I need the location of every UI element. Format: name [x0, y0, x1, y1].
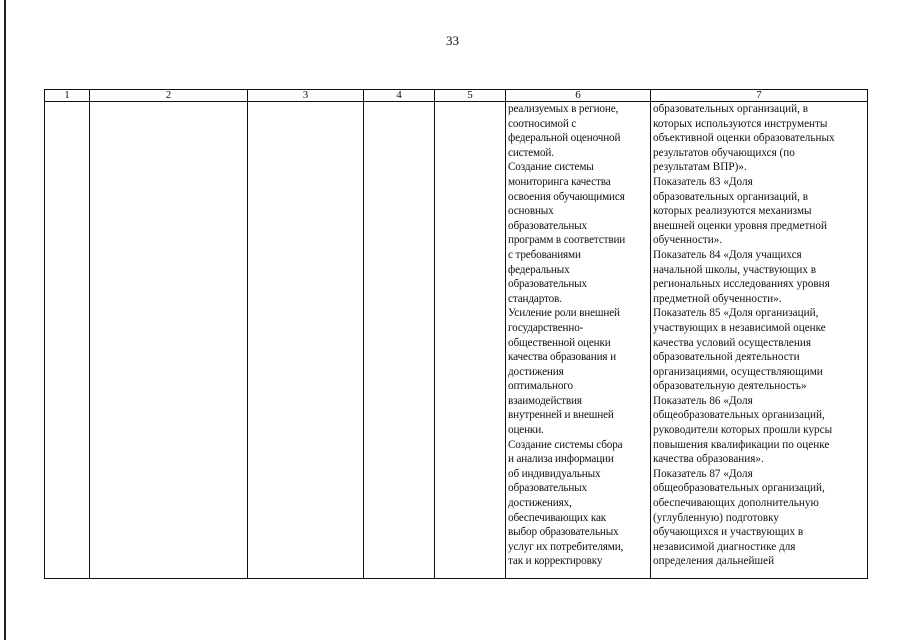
- table-row: [45, 102, 868, 579]
- cell-text-line: определения дальнейшей: [653, 555, 775, 568]
- cell-text-line: обеспечивающих дополнительную: [653, 497, 819, 510]
- cell-text-line: качества образования».: [653, 453, 764, 466]
- document-table: [44, 89, 868, 579]
- cell-text-line: оценки.: [508, 424, 544, 437]
- column-header-1: 1: [45, 90, 90, 102]
- table-cell-col4: [364, 102, 435, 579]
- cell-text-line: Показатель 83 «Доля: [653, 175, 753, 188]
- cell-text-line: обучающихся и участвующих в: [653, 526, 804, 539]
- cell-text-line: мониторинга качества: [508, 175, 611, 188]
- cell-text-line: Усиление роли внешней: [508, 307, 620, 320]
- cell-text-line: так и корректировку: [508, 555, 603, 568]
- cell-text-line: участвующих в независимой оценке: [653, 321, 826, 334]
- cell-text-line: общеобразовательных организаций,: [653, 409, 825, 422]
- cell-text-line: качества образования и: [508, 351, 616, 364]
- cell-text-line: образовательных: [508, 219, 587, 232]
- cell-text-line: программ в соответствии: [508, 234, 626, 247]
- table-cell-col7: [651, 102, 868, 579]
- cell-text-line: федеральной оценочной: [508, 132, 621, 145]
- column-header-3: 3: [248, 90, 364, 102]
- cell-text-line: результатов обучающихся (по: [653, 146, 795, 159]
- page-left-edge-line: [4, 0, 6, 640]
- cell-text-line: руководители которых прошли курсы: [653, 424, 833, 437]
- cell-text-line: образовательных: [508, 482, 587, 495]
- table-cell-col6: [506, 102, 651, 579]
- cell-text-line: которых используются инструменты: [653, 117, 828, 130]
- cell-text-line: достижения: [508, 365, 564, 378]
- table-cell-col5: [435, 102, 506, 579]
- cell-text-line: реализуемых в регионе,: [508, 103, 619, 115]
- cell-text-line: федеральных: [508, 263, 570, 276]
- cell-text-line: повышения квалификации по оценке: [653, 438, 830, 451]
- cell-text-line: Показатель 87 «Доля: [653, 467, 753, 480]
- cell-text-line: Создание системы сбора: [508, 438, 623, 451]
- cell-text-line: с требованиями: [508, 248, 581, 261]
- cell-text-line: основных: [508, 205, 554, 218]
- cell-text-line: (углубленную) подготовку: [653, 511, 779, 524]
- column-header-4: 4: [364, 90, 435, 102]
- cell-text-line: об индивидуальных: [508, 467, 601, 480]
- cell-text-line: достижениях,: [508, 497, 572, 510]
- cell-text-line: выбор образовательных: [508, 526, 619, 539]
- cell-text-line: внутренней и внешней: [508, 409, 614, 422]
- column-header-7: 7: [651, 90, 868, 102]
- table-header-row: [45, 90, 868, 102]
- cell-text-line: взаимодействия: [508, 394, 582, 407]
- cell-text-line: общеобразовательных организаций,: [653, 482, 825, 495]
- cell-text-line: предметной обученности».: [653, 292, 782, 305]
- cell-text-line: Создание системы: [508, 161, 594, 174]
- column-header-6: 6: [506, 90, 651, 102]
- table-cell-col2: [90, 102, 248, 579]
- cell-text-line: общественной оценки: [508, 336, 611, 349]
- cell-text-line: оптимального: [508, 380, 573, 393]
- column-header-5: 5: [435, 90, 506, 102]
- cell-text-line: стандартов.: [508, 292, 562, 305]
- cell-text-line: результатам ВПР)».: [653, 161, 747, 174]
- cell-text-line: государственно-: [508, 321, 584, 334]
- column-header-2: 2: [90, 90, 248, 102]
- cell-text-line: образовательных организаций, в: [653, 190, 808, 203]
- cell-text-line: и анализа информации: [508, 453, 614, 466]
- cell-text-line: образовательную деятельность»: [653, 380, 807, 393]
- cell-text-line: образовательных организаций, в: [653, 103, 808, 115]
- cell-text-line: Показатель 84 «Доля учащихся: [653, 248, 802, 261]
- cell-text-line: внешней оценки уровня предметной: [653, 219, 827, 232]
- cell-text-line: начальной школы, участвующих в: [653, 263, 817, 276]
- page-number: 33: [446, 33, 459, 48]
- cell-text-line: организациями, осуществляющими: [653, 365, 823, 378]
- cell-text-line: независимой диагностике для: [653, 540, 796, 553]
- cell-text-line: которых реализуются механизмы: [653, 205, 812, 218]
- cell-text-line: региональных исследованиях уровня: [653, 278, 830, 291]
- cell-text-line: системой.: [508, 146, 554, 159]
- table-cell-col3: [248, 102, 364, 579]
- cell-text-line: объективной оценки образовательных: [653, 132, 835, 145]
- cell-text-line: обеспечивающих как: [508, 511, 607, 524]
- cell-text-line: освоения обучающимися: [508, 190, 625, 203]
- table-cell-col1: [45, 102, 90, 579]
- cell-text-line: обученности».: [653, 234, 723, 247]
- cell-text-line: Показатель 86 «Доля: [653, 394, 753, 407]
- cell-text-line: образовательной деятельности: [653, 351, 800, 364]
- cell-text-line: услуг их потребителями,: [508, 540, 624, 553]
- cell-text-line: качества условий осуществления: [653, 336, 811, 349]
- cell-text-line: Показатель 85 «Доля организаций,: [653, 307, 819, 320]
- cell-text-line: соотносимой с: [508, 117, 577, 130]
- cell-text-line: образовательных: [508, 278, 587, 291]
